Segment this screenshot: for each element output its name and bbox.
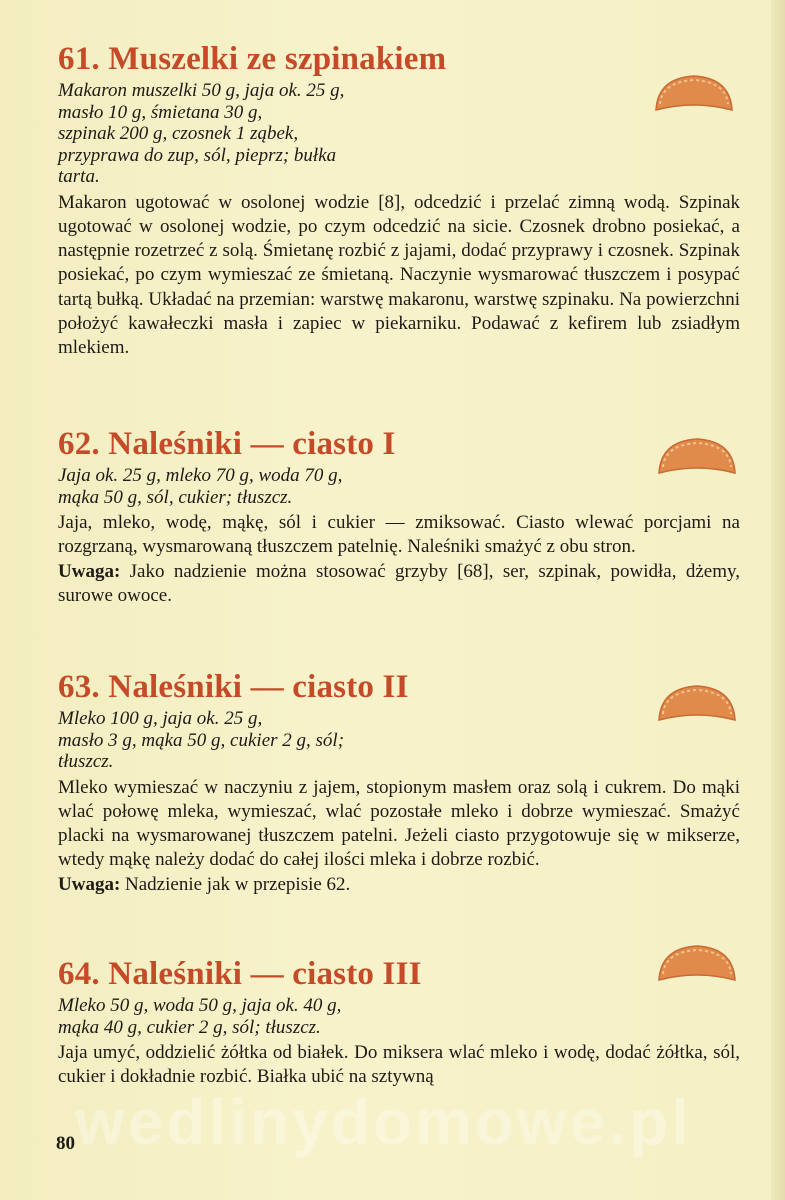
ingredient-line: masło 3 g, mąka 50 g, cukier 2 g, sól; [58,729,345,751]
recipe-ingredients [58,708,740,773]
note-text: Nadzienie jak w przepisie 62. [125,873,351,895]
ingredient-line: mąka 40 g, cukier 2 g, sól; tłuszcz. [58,1016,321,1038]
ingredient-line: przyprawa do zup, sól, pieprz; bułka [58,144,337,166]
recipe-note [58,873,740,897]
recipe-63 [58,668,740,897]
recipe-62 [58,425,740,608]
recipe-instructions: Jaja, mleko, wodę, mąkę, sól i cukier — zmiksować. Ciasto wlewać porcjami na rozgrzaną, wysmarowaną tłuszczem patelnię. Naleśniki smażyć z obu stron. [58,512,740,558]
note-label: Uwaga: [58,873,121,895]
recipe-64 [58,955,740,1090]
recipe-instructions: Makaron ugotować w osolonej wodzie [8], odcedzić i przelać zimną wodą. Szpinak ugotować w osolonej wodzie, po czym odcedzić na sicie. Czosnek drobno posiekać, a następnie rozetrzeć z solą. Śmietanę rozbić z jajami, dodać przyprawy i czosnek. Szpinak posiekać, po czym wymieszać ze śmietaną. Naczynie wysmarować tłuszczem i posypać tartą bułką. Układać na przemian: warstwę makaronu, warstwę szpinaku. Na powierzchni położyć kawałeczki masła i zapiec w piekarniku. Podawać z kefirem lub zsiadłym mlekiem. [58,191,740,359]
recipe-instructions: Mleko wymieszać w naczyniu z jajem, stopionym masłem oraz solą i cukrem. Do mąki wlać połowę mleka, wymieszać, wlać pozostałe mleko i dobrze wymieszać. Smażyć placki na wysmarowanej tłuszczem patelni. Jeżeli ciasto przygotowuje się w mikserze, wtedy mąkę należy dodać do całej ilości mleka i dobrze rozbić. [58,776,740,871]
ingredient-line: Makaron muszelki 50 g, jaja ok. 25 g, [58,80,345,101]
recipe-ingredients [58,995,740,1038]
pierogi-icon [655,433,739,479]
recipe-title: 62. Naleśniki — ciasto I [58,426,396,462]
recipe-note [58,560,740,609]
pierogi-icon [655,680,739,726]
note-label: Uwaga: [58,560,121,582]
ingredient-line: szpinak 200 g, czosnek 1 ząbek, [58,123,299,144]
watermark: wedlinydomowe.pl [75,1086,692,1158]
pierogi-icon [652,70,736,116]
ingredient-line: tarta. [58,166,100,187]
ingredient-line: Mleko 50 g, woda 50 g, jaja ok. 40 g, [58,995,342,1016]
recipe-instructions: Jaja umyć, oddzielić żółtka od białek. Do miksera wlać mleko i wodę, dodać żółtka, sól, cukier i dokładnie rozbić. Białka ubić na sztywną [58,1042,740,1088]
recipe-ingredients [58,80,740,188]
ingredient-line: Jaja ok. 25 g, mleko 70 g, woda 70 g, [58,465,343,486]
ingredient-line: mąka 50 g, sól, cukier; tłuszcz. [58,486,293,508]
ingredient-line: Mleko 100 g, jaja ok. 25 g, [58,708,263,729]
page-edge [771,0,785,1200]
recipe-title: 63. Naleśniki — ciasto II [58,669,409,705]
pierogi-icon [655,940,739,986]
recipe-title: 64. Naleśniki — ciasto III [58,956,422,992]
recipe-title: 61. Muszelki ze szpinakiem [58,41,447,77]
note-text: Jako nadzienie można stosować grzyby [68], ser, szpinak, powidła, dżemy, surowe owoce. [58,560,740,606]
ingredient-line: tłuszcz. [58,751,114,772]
recipe-ingredients [58,465,740,508]
page-number: 80 [56,1133,75,1154]
recipe-61 [58,40,740,361]
ingredient-line: masło 10 g, śmietana 30 g, [58,101,263,123]
